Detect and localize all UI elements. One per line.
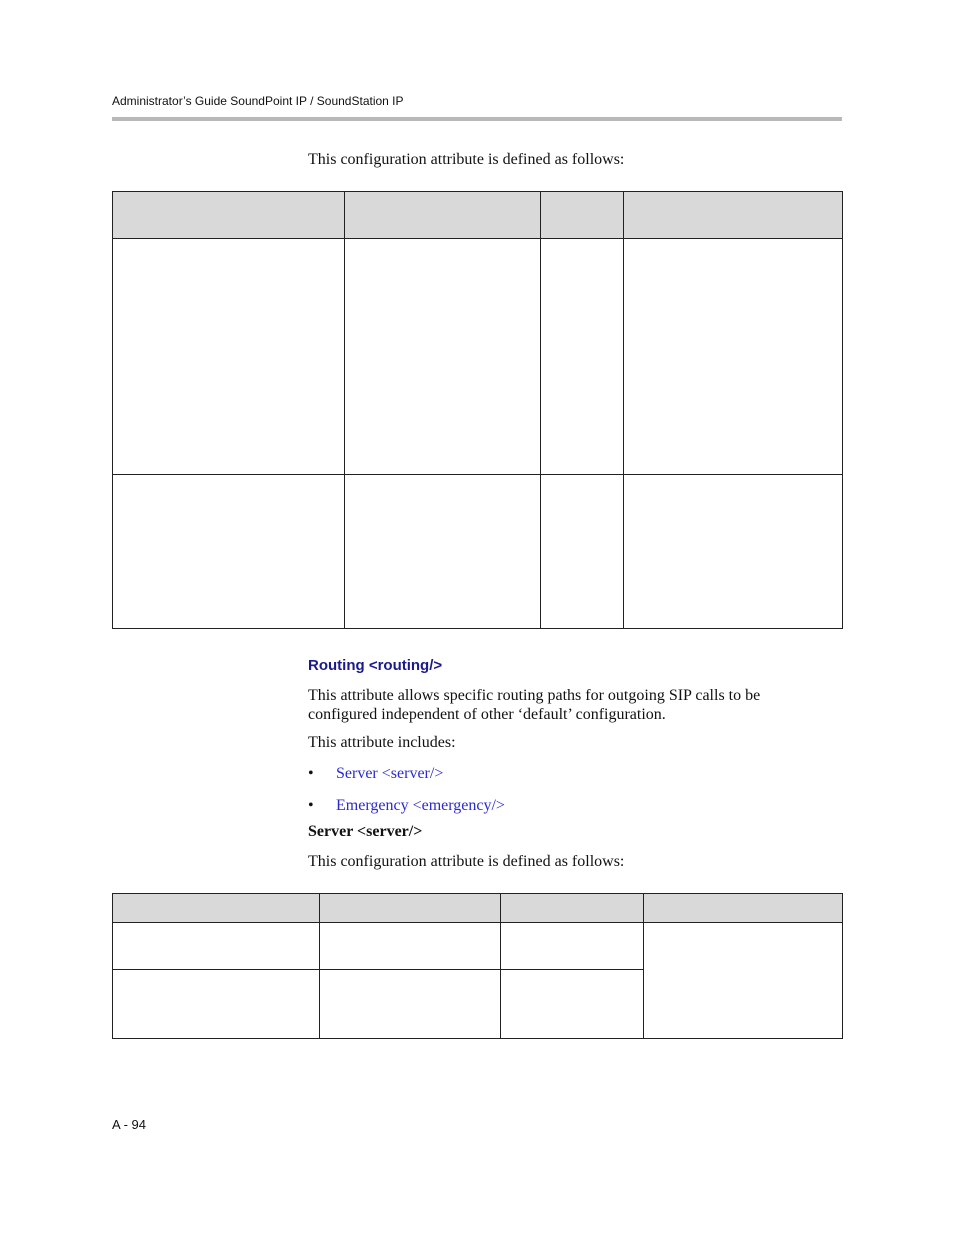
table-cell [345,475,541,629]
table-cell [624,475,843,629]
table-cell [113,239,345,475]
table-header-row [113,894,843,923]
page-header-title: Administrator’s Guide SoundPoint IP / SoundStation IP [112,94,404,108]
server-intro-paragraph: This configuration attribute is defined as follows: [308,853,625,870]
table-cell [113,923,320,970]
table-cell [113,475,345,629]
table-header-cell [113,894,320,923]
table-header-cell [501,894,644,923]
routing-description: This attribute allows specific routing paths for outgoing SIP calls to be configured independent of other ‘default’ configuration. [308,687,761,723]
routing-includes-label: This attribute includes: [308,734,456,751]
table-cell [113,970,320,1039]
table-cell [320,923,501,970]
intro-paragraph: This configuration attribute is defined as follows: [308,151,625,168]
table-header-cell [345,192,541,239]
table-header-cell [541,192,624,239]
bullet-marker: • [308,765,314,782]
table-row [113,239,843,475]
table-cell [501,970,644,1039]
table-cell-merged [644,923,843,1039]
table-cell [320,970,501,1039]
table-row [113,923,843,970]
emergency-link[interactable]: Emergency <emergency/> [336,797,505,814]
server-configuration-table [112,893,843,1039]
table-header-cell [113,192,345,239]
page-number: A - 94 [112,1117,146,1132]
table-cell [345,239,541,475]
table-header-cell [624,192,843,239]
table-cell [501,923,644,970]
table-cell [541,239,624,475]
header-rule [112,117,842,121]
server-link[interactable]: Server <server/> [336,765,444,782]
server-subheading: Server <server/> [308,823,423,840]
table-header-cell [320,894,501,923]
table-cell [624,239,843,475]
table-cell [541,475,624,629]
table-header-cell [644,894,843,923]
configuration-table [112,191,843,629]
routing-section-heading: Routing <routing/> [308,657,443,674]
table-row [113,475,843,629]
table-header-row [113,192,843,239]
bullet-marker: • [308,797,314,814]
